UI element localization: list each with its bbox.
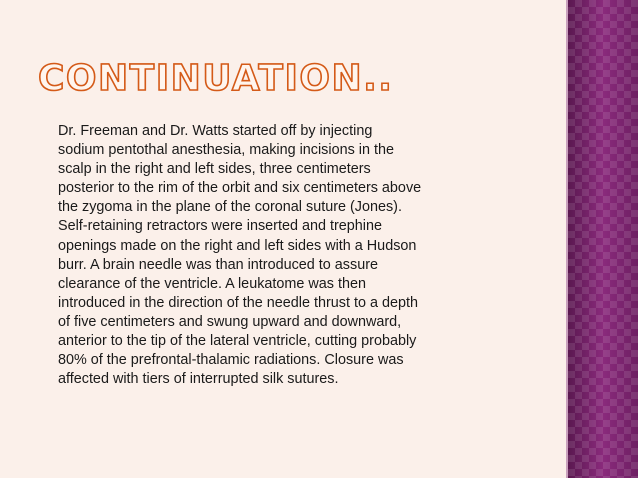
body-line: anterior to the tip of the lateral ventricle, cutting probably: [58, 333, 417, 350]
body-line: introduced in the direction of the needle thrust to a depth: [58, 294, 419, 311]
body-line: of five centimeters and swung upward and downward,: [58, 313, 402, 330]
body-line: scalp in the right and left sides, three centimeters: [58, 161, 371, 178]
slide-title: CONTINUATION..: [38, 58, 394, 99]
body-line: Dr. Freeman and Dr. Watts started off by injecting: [58, 123, 373, 139]
decorative-side-band: [568, 0, 638, 478]
body-line: affected with tiers of interrupted silk sutures.: [58, 371, 339, 388]
body-line: 80% of the prefrontal-thalamic radiations. Closure was: [58, 352, 404, 369]
slide-body: [58, 122, 458, 389]
body-line: clearance of the ventricle. A leukatome was then: [58, 275, 366, 292]
body-line: sodium pentothal anesthesia, making incisions in the: [58, 142, 394, 159]
body-line: openings made on the right and left sides with a Hudson: [58, 237, 417, 254]
body-line: posterior to the rim of the orbit and six centimeters above: [58, 180, 422, 197]
body-line: burr. A brain needle was than introduced to assure: [58, 256, 379, 273]
body-line: Self-retaining retractors were inserted and trephine: [58, 218, 382, 235]
body-line: the zygoma in the plane of the coronal suture (Jones).: [58, 199, 402, 216]
